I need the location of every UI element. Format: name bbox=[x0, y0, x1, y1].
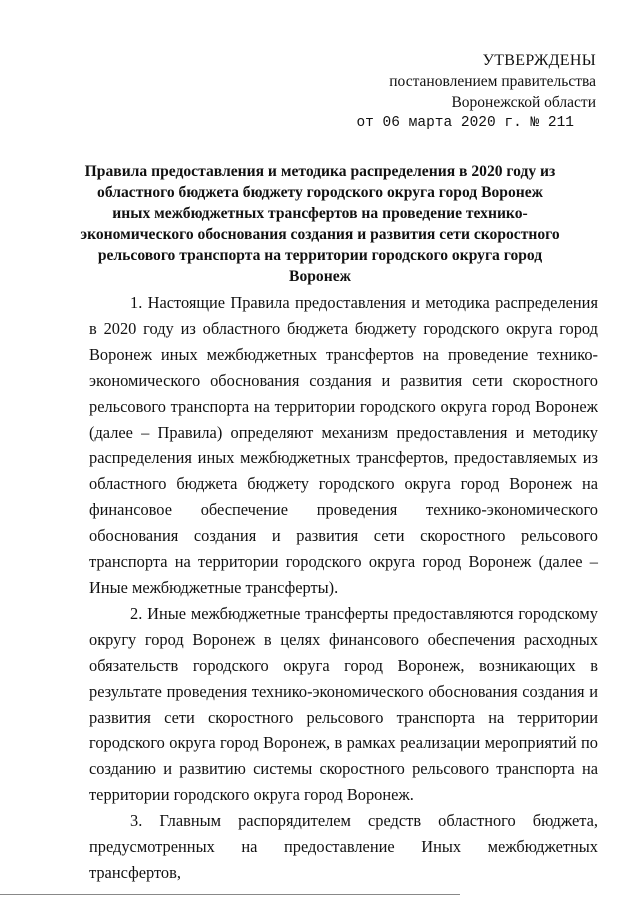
page-bottom-rule bbox=[0, 894, 460, 895]
approval-title: УТВЕРЖДЕНЫ bbox=[482, 52, 596, 69]
approval-line-1: постановлением правительства bbox=[389, 73, 596, 90]
approval-stamp bbox=[356, 50, 596, 134]
paragraph-3: 3. Главным распорядителем средств областного бюджета, предусмотренных на предоставление Иных межбюджетных трансфертов, bbox=[89, 811, 598, 882]
approval-date: от 06 марта 2020 г. № 211 bbox=[356, 115, 574, 131]
document-title: Правила предоставления и методика распределения в 2020 году из областного бюджета бюджету городского округа город Воронеж иных межбюджетных трансфертов на проведение технико-экономического обоснования создания и развития сети скоростного рельсового транспорта на территории городского округа город Воронеж bbox=[80, 163, 560, 285]
document-body bbox=[89, 290, 598, 886]
paragraph-1: 1. Настоящие Правила предоставления и методика распределения в 2020 году из областного бюджета бюджету городского округа город Воронеж иных межбюджетных трансфертов на проведение технико-экономического обоснования создания и развития сети скоростного рельсового транспорта на территории городского округа город Воронеж (далее – Правила) определяют механизм предоставления и методику распределения иных межбюджетных трансфертов, предоставляемых из областного бюджета бюджету городского округа город Воронеж на финансовое обеспечение проведения технико-экономического обоснования создания и развития сети скоростного рельсового транспорта на территории городского округа город Воронеж (далее – Иные межбюджетные трансферты). bbox=[89, 293, 598, 597]
approval-line-2: Воронежской области bbox=[451, 94, 596, 111]
paragraph-2: 2. Иные межбюджетные трансферты предоставляются городскому округу город Воронеж в целях финансового обеспечения расходных обязательств городского округа город Воронеж, возникающих в результате проведения технико-экономического обоснования создания и развития сети скоростного рельсового транспорта на территории городского округа город Воронеж, в рамках реализации мероприятий по созданию и развитию системы скоростного рельсового транспорта на территории городского округа город Воронеж. bbox=[89, 603, 598, 805]
